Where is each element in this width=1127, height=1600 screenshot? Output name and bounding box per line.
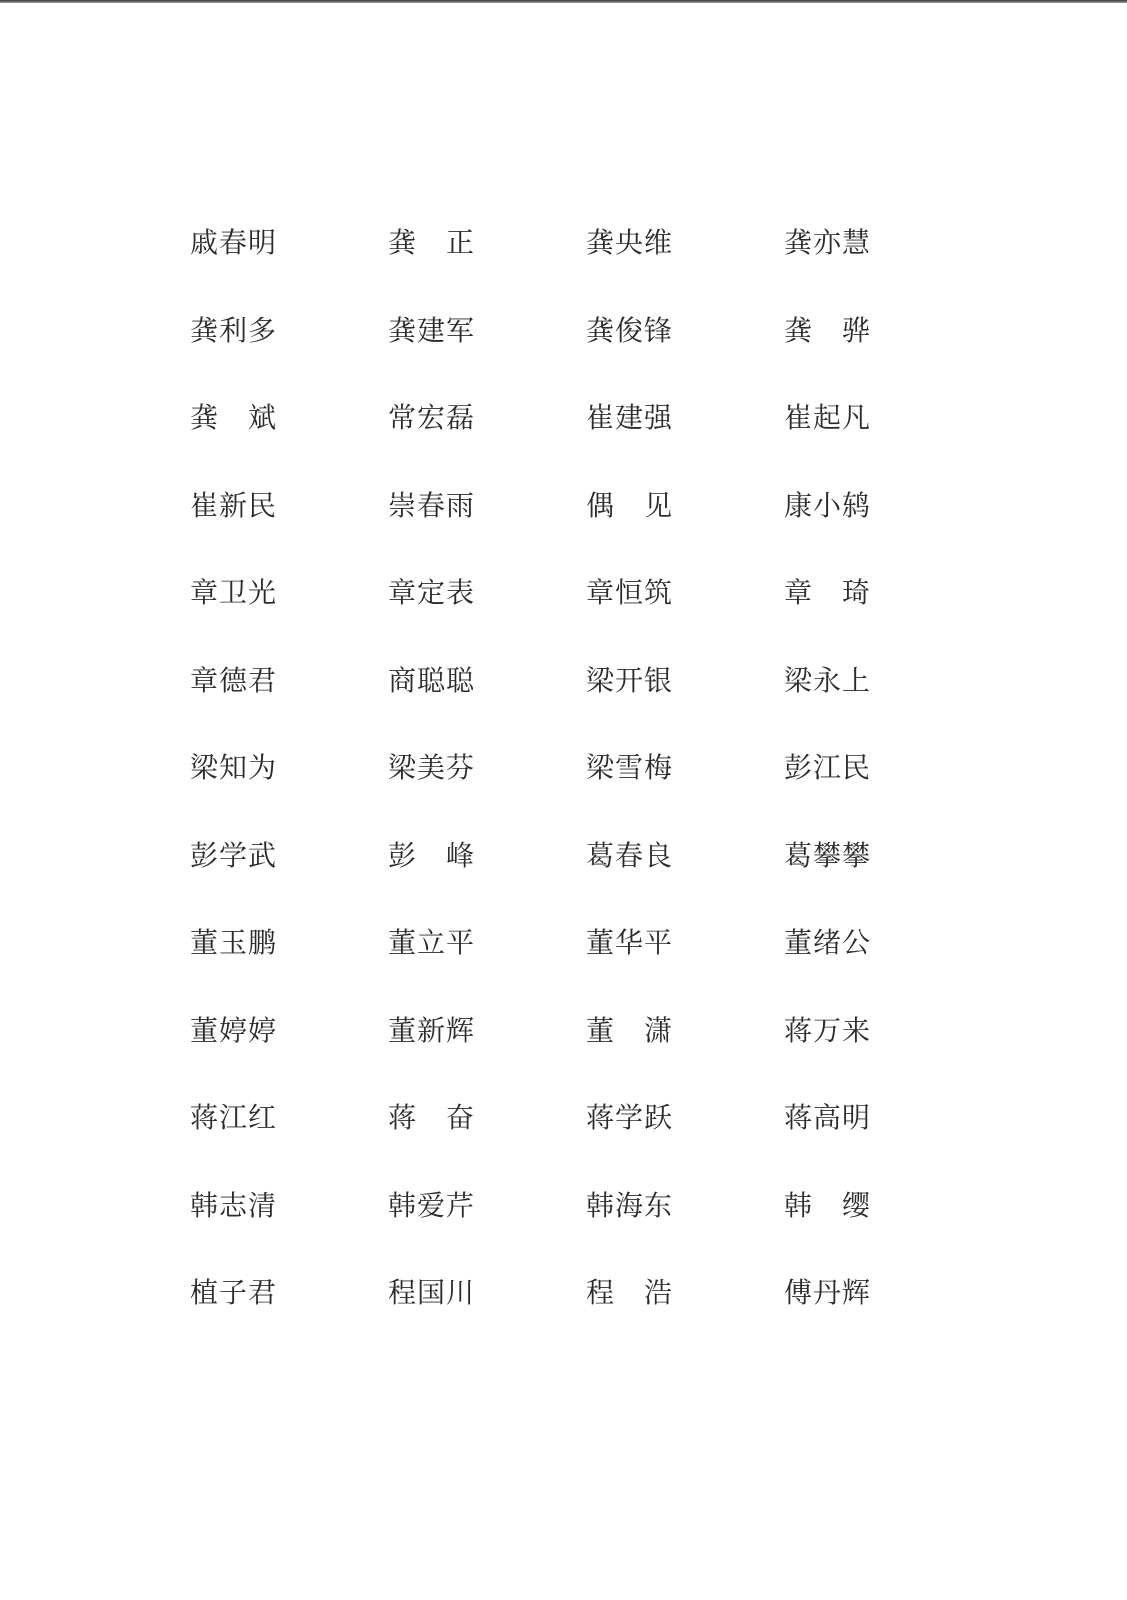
name-entry: 彭 峰 [388, 838, 476, 872]
name-entry: 蒋 奋 [388, 1101, 476, 1134]
name-entry: 梁开银 [586, 663, 674, 697]
name-entry: 董 潇 [586, 1013, 674, 1047]
name-entry: 董玉鹏 [190, 926, 278, 959]
name-entry: 崇春雨 [388, 488, 476, 522]
name-list-grid [190, 222, 904, 1360]
name-entry: 龚俊锋 [586, 313, 674, 347]
name-entry: 植子君 [190, 1276, 278, 1309]
name-entry: 章恒筑 [586, 576, 674, 609]
name-entry: 韩 缨 [784, 1188, 872, 1222]
name-entry: 彭江民 [784, 751, 872, 784]
name-entry: 梁知为 [190, 751, 278, 784]
name-entry: 董新辉 [388, 1013, 476, 1047]
name-entry: 蒋学跃 [586, 1101, 674, 1134]
name-entry: 董婷婷 [190, 1013, 278, 1047]
name-entry: 蒋江红 [190, 1101, 278, 1134]
name-entry: 康小鸫 [784, 488, 872, 522]
name-entry: 龚 骅 [784, 313, 872, 347]
name-entry: 韩爱芹 [388, 1188, 476, 1222]
name-entry: 龚 正 [388, 226, 476, 259]
scan-top-edge [0, 0, 1127, 3]
name-entry: 崔建强 [586, 401, 674, 434]
name-entry: 商聪聪 [388, 663, 476, 697]
name-entry: 程国川 [388, 1276, 476, 1309]
name-entry: 葛春良 [586, 838, 674, 872]
name-entry: 蒋高明 [784, 1101, 872, 1134]
name-entry: 董绪公 [784, 926, 872, 959]
name-entry: 常宏磊 [388, 401, 476, 434]
name-entry: 梁美芬 [388, 751, 476, 784]
name-entry: 程 浩 [586, 1276, 674, 1309]
name-entry: 董立平 [388, 926, 476, 959]
name-entry: 章 琦 [784, 576, 872, 609]
name-entry: 崔新民 [190, 488, 278, 522]
name-entry: 董华平 [586, 926, 674, 959]
name-entry: 韩海东 [586, 1188, 674, 1222]
name-entry: 龚亦慧 [784, 226, 872, 259]
name-entry: 梁雪梅 [586, 751, 674, 784]
name-entry: 章卫光 [190, 576, 278, 609]
name-entry: 龚建军 [388, 313, 476, 347]
name-entry: 韩志清 [190, 1188, 278, 1222]
name-entry: 偶 见 [586, 488, 674, 522]
name-entry: 龚央维 [586, 226, 674, 259]
name-entry: 梁永上 [784, 663, 872, 697]
name-entry: 龚 斌 [190, 401, 278, 434]
name-entry: 戚春明 [190, 226, 278, 259]
name-entry: 蒋万来 [784, 1013, 872, 1047]
name-entry: 章定表 [388, 576, 476, 609]
name-entry: 章德君 [190, 663, 278, 697]
name-entry: 彭学武 [190, 838, 278, 872]
name-entry: 崔起凡 [784, 401, 872, 434]
name-entry: 葛攀攀 [784, 838, 872, 872]
name-entry: 傅丹辉 [784, 1276, 872, 1309]
name-entry: 龚利多 [190, 313, 278, 347]
